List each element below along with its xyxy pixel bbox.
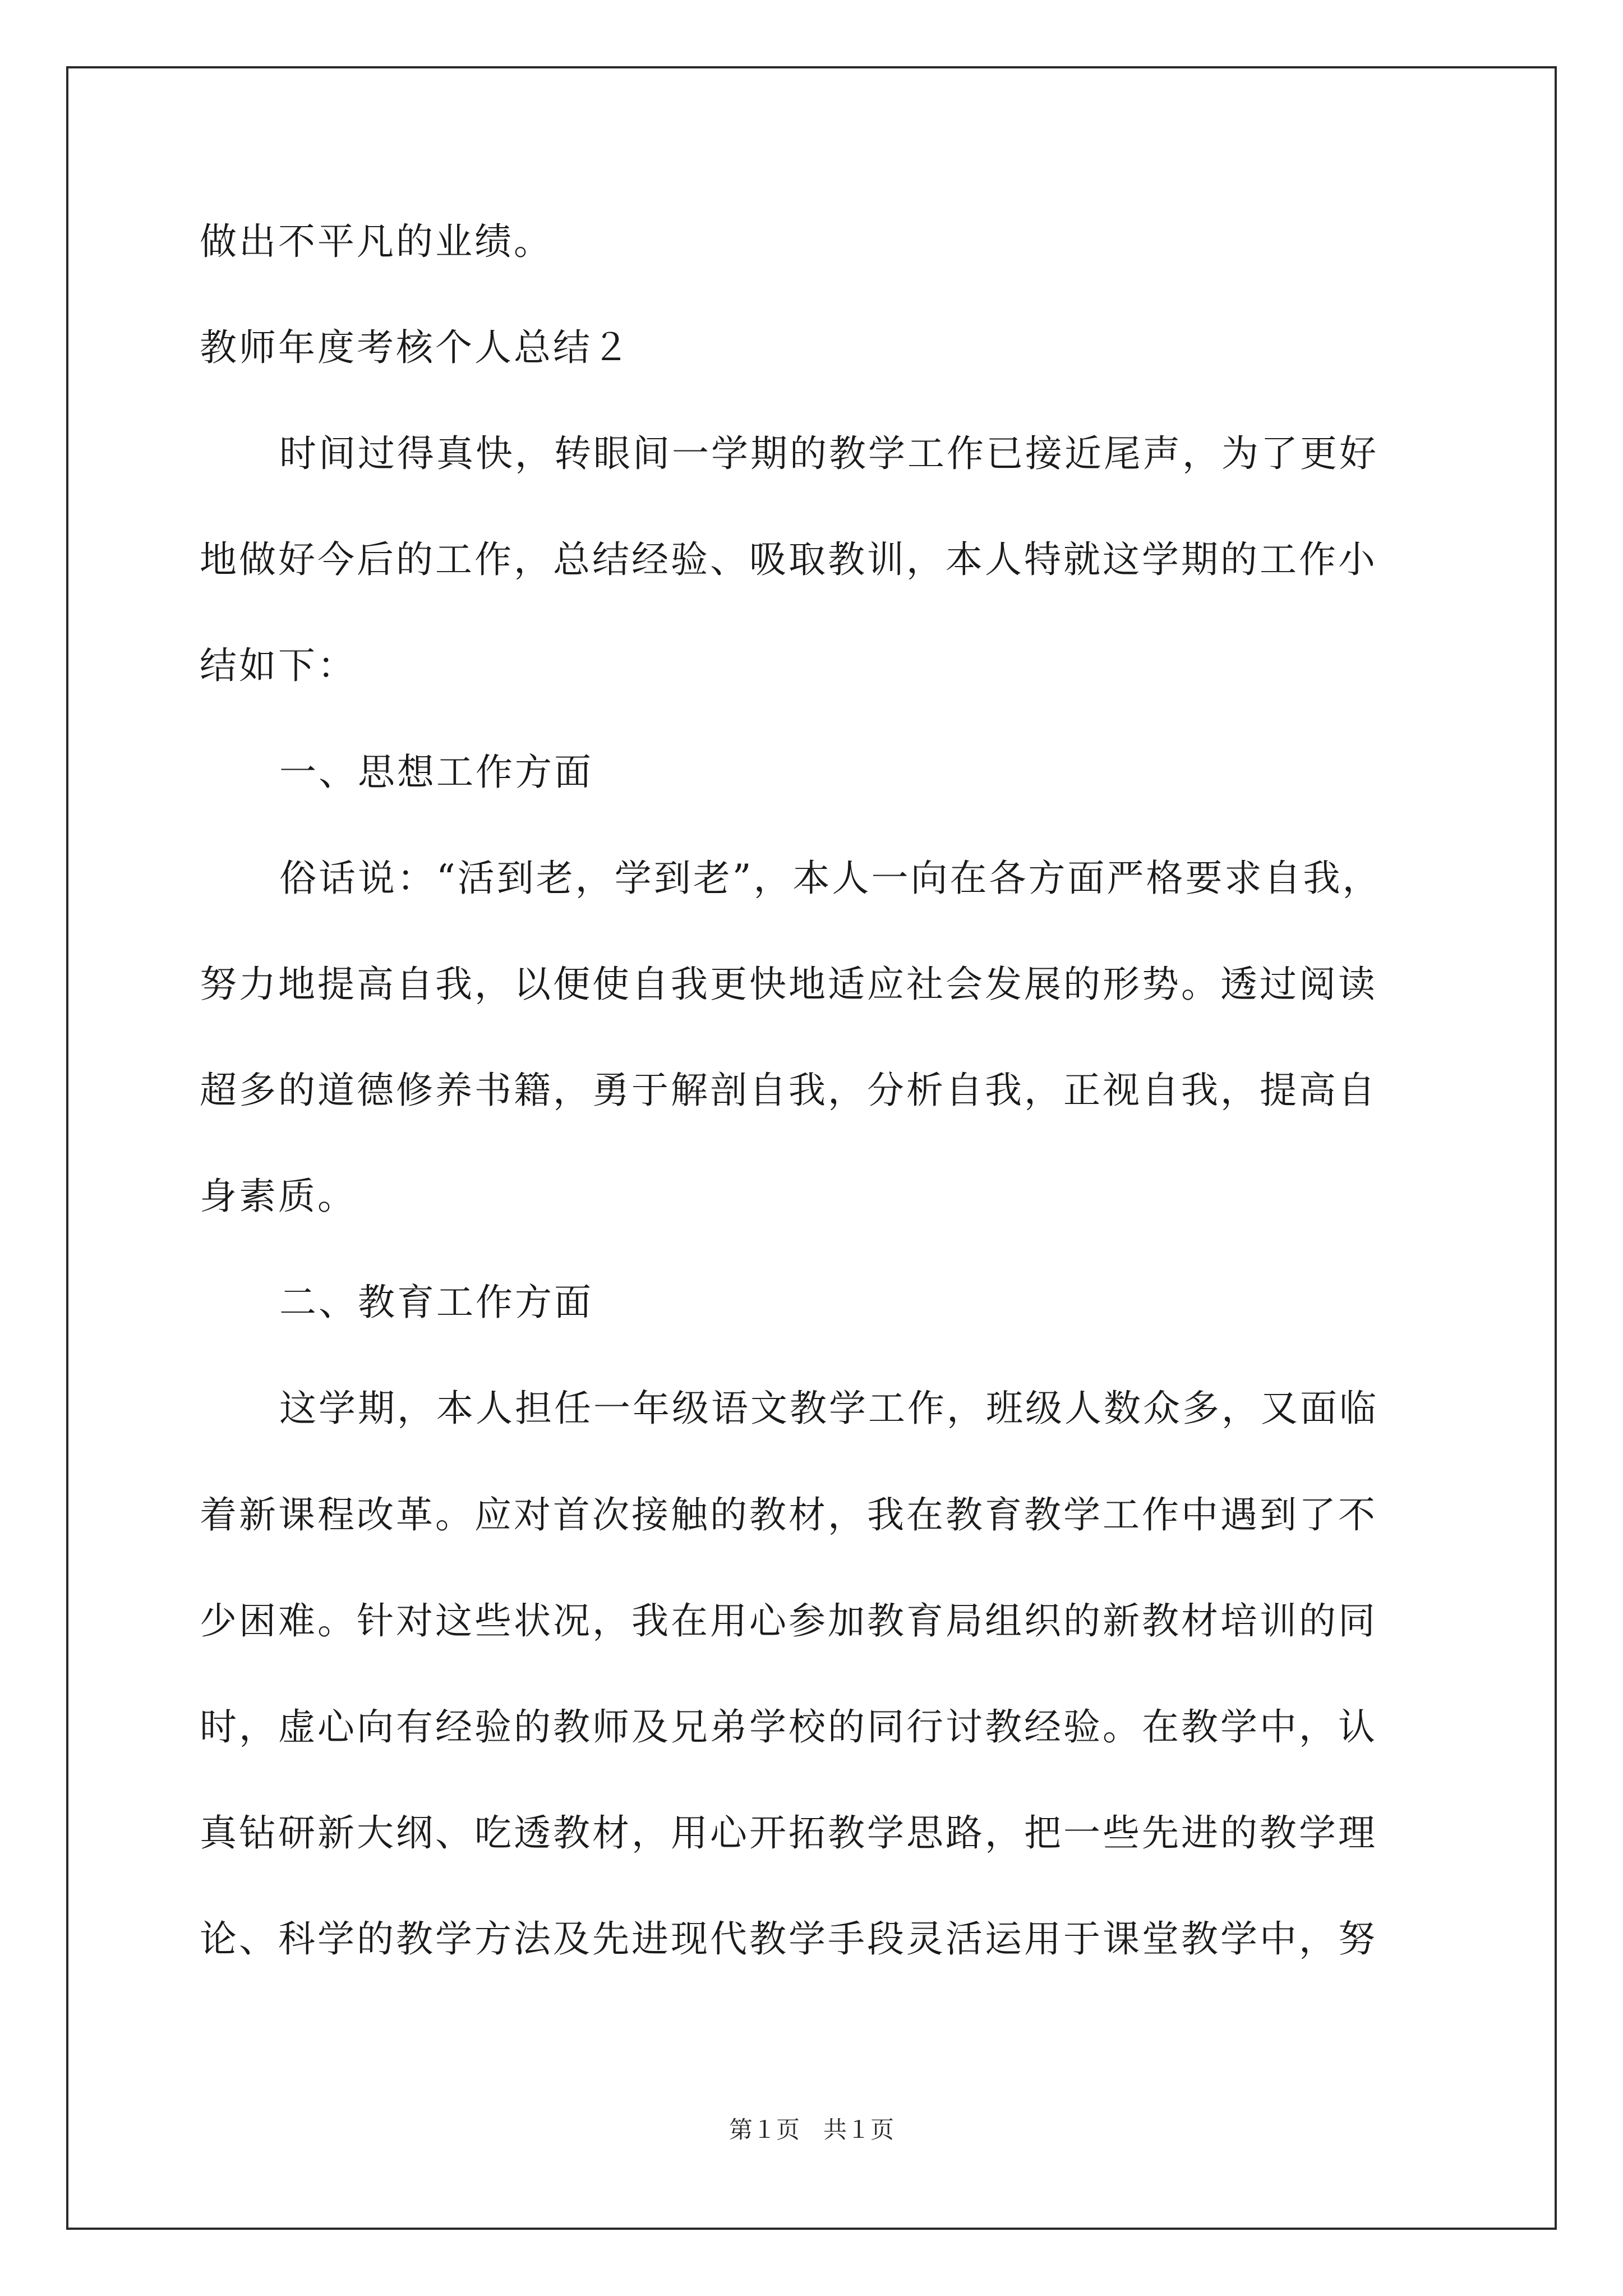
paragraph-line: 超多的道德修养书籍，勇于解剖自我，分析自我，正视自我，提高自 [200,1069,1377,1112]
page-border [66,66,1557,2230]
subheading: 二、教育工作方面 [279,1281,593,1324]
paragraph-line: 着新课程改革。应对首次接触的教材，我在教育教学工作中遇到了不 [200,1493,1377,1536]
paragraph-line: 结如下： [200,644,357,687]
paragraph-line: 少困难。针对这些状况，我在用心参加教育局组织的新教材培训的同 [200,1599,1377,1642]
paragraph-line: 这学期，本人担任一年级语文教学工作，班级人数众多，又面临 [279,1387,1378,1430]
paragraph-line: 论、科学的教学方法及先进现代教学手段灵活运用于课堂教学中，努 [200,1917,1377,1961]
paragraph-line: 时间过得真快，转眼间一学期的教学工作已接近尾声，为了更好 [279,432,1378,475]
paragraph-line: 努力地提高自我，以便使自我更快地适应社会发展的形势。透过阅读 [200,963,1377,1006]
section-title: 教师年度考核个人总结２ [200,326,631,369]
paragraph-line: 真钻研新大纲、吃透教材，用心开拓教学思路，把一些先进的教学理 [200,1811,1377,1855]
text-line: 做出不平凡的业绩。 [200,220,553,263]
paragraph-line: 时，虚心向有经验的教师及兄弟学校的同行讨教经验。在教学中，认 [200,1705,1377,1749]
paragraph-line: 俗话说：“活到老，学到老”，本人一向在各方面严格要求自我， [279,857,1382,900]
subheading: 一、思想工作方面 [279,751,593,794]
page-footer: 第１页 共１页 [728,2118,894,2143]
paragraph-line: 地做好今后的工作，总结经验、吸取教训，本人特就这学期的工作小 [200,538,1377,581]
paragraph-line: 身素质。 [200,1175,357,1218]
